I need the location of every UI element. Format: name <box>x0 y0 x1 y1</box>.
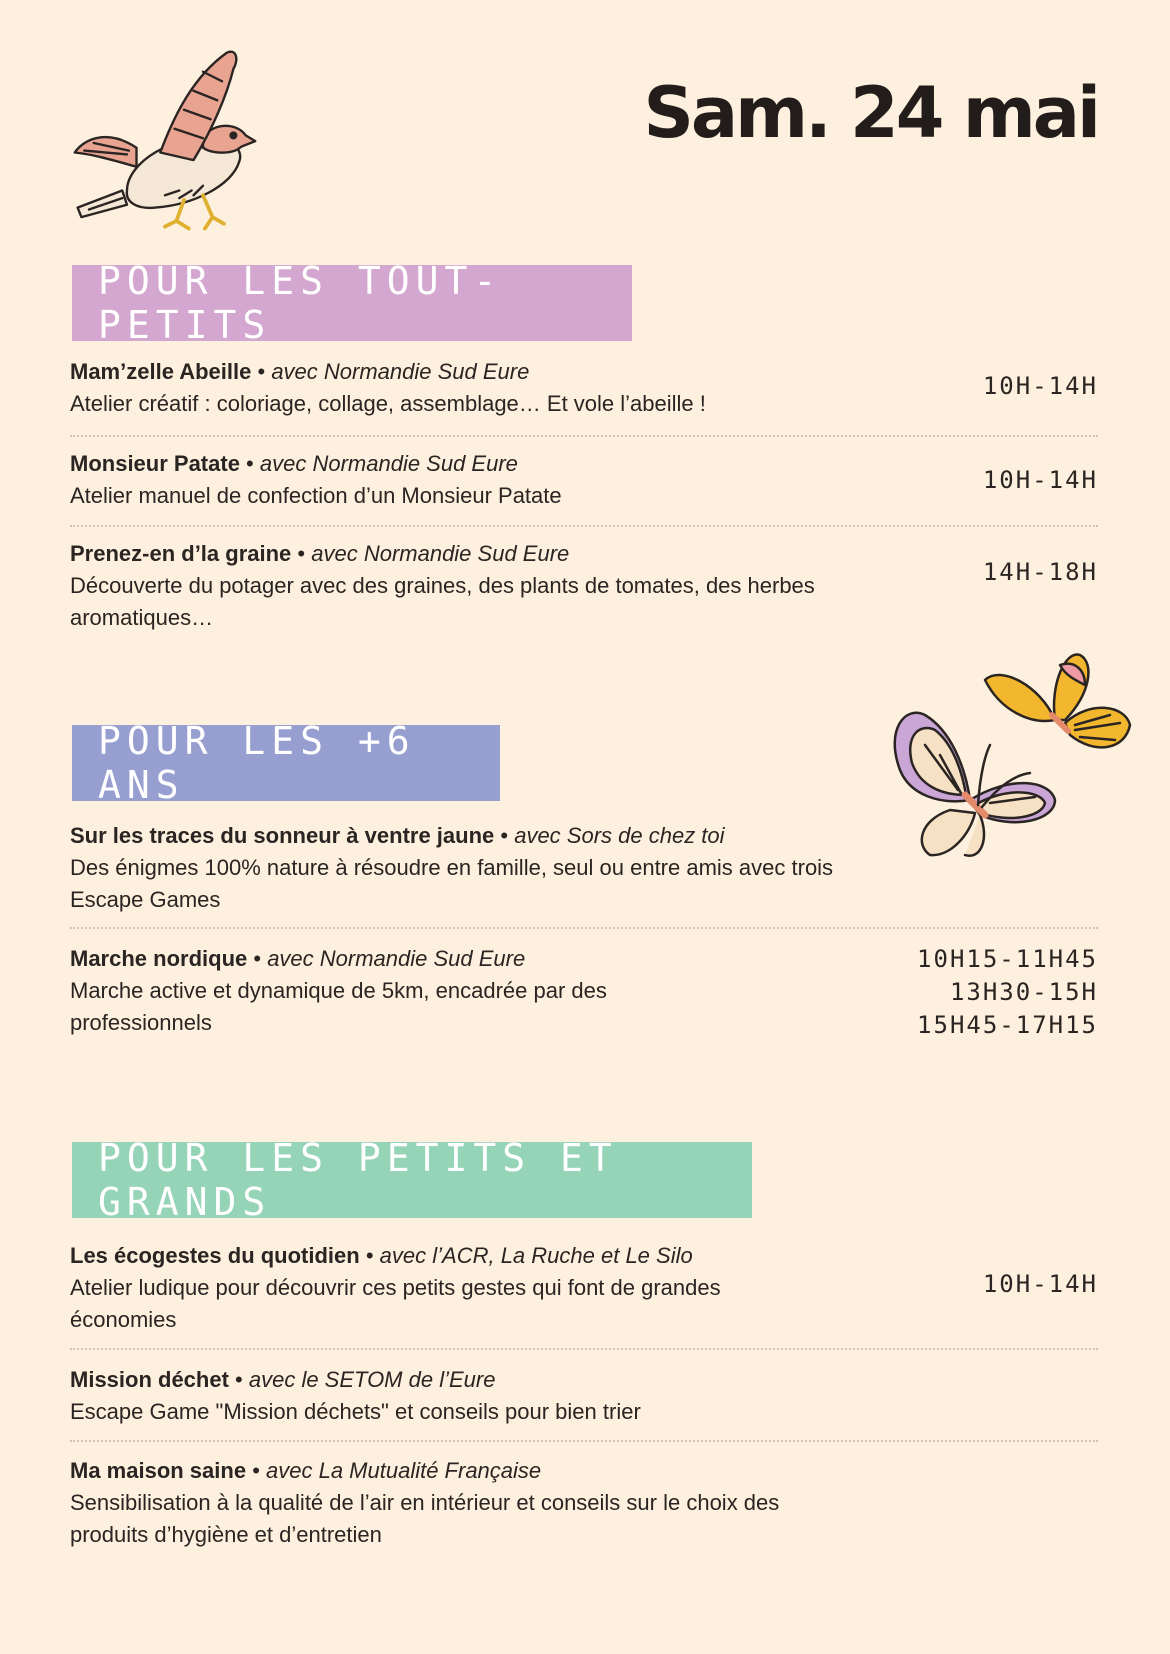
divider <box>70 435 1098 437</box>
activity-org: avec Sors de chez toi <box>514 823 725 848</box>
activity-name: Marche nordique <box>70 946 248 971</box>
divider <box>70 525 1098 527</box>
activity-org: avec Normandie Sud Eure <box>267 946 526 971</box>
activity-org: avec Normandie Sud Eure <box>271 359 530 384</box>
activity-name: Mam’zelle Abeille <box>70 359 252 384</box>
activity-description: Escape Game "Mission déchets" et conseils pour bien trier <box>70 1399 641 1424</box>
activity-name: Monsieur Patate <box>70 451 240 476</box>
activity-description: Des énigmes 100% nature à résoudre en famille, seul ou entre amis avec trois Escape Games <box>70 855 834 912</box>
activity-org: avec La Mutualité Française <box>266 1458 542 1483</box>
activity-description: Atelier manuel de confection d’un Monsieur Patate <box>70 483 562 508</box>
activity-time: 10H-14H <box>982 372 1098 400</box>
activity-description: Marche active et dynamique de 5km, encadrée par des professionnels <box>70 978 607 1035</box>
activity-name: Les écogestes du quotidien <box>70 1243 360 1268</box>
activity-description: Sensibilisation à la qualité de l’air en intérieur et conseils sur le choix des produits d’hygiène et d’entretien <box>70 1490 780 1547</box>
activity-org: avec l’ACR, La Ruche et Le Silo <box>379 1243 693 1268</box>
divider <box>70 927 1098 929</box>
activity-description: Découverte du potager avec des graines, des plants de tomates, des herbes aromatiques… <box>70 573 815 630</box>
activity-time: 14H-18H <box>982 558 1098 586</box>
activity-item: Mission déchet • avec le SETOM de l’Eure Escape Game "Mission déchets" et conseils pour bien trier <box>70 1364 1098 1428</box>
activity-name: Prenez-en d’la graine <box>70 541 292 566</box>
activity-time-slots <box>917 943 1098 1042</box>
section-banner-all-ages: POUR LES PETITS ET GRANDS <box>72 1142 752 1218</box>
activity-name: Mission déchet <box>70 1367 229 1392</box>
activity-item: Les écogestes du quotidien • avec l’ACR, La Ruche et Le Silo Atelier ludique pour découvrir ces petits gestes qui font de grandes économies 10H-14H <box>70 1240 1098 1336</box>
section-banner-toddlers: POUR LES TOUT-PETITS <box>72 265 632 341</box>
activity-org: avec le SETOM de l’Eure <box>248 1367 496 1392</box>
activity-time: 10H-14H <box>982 466 1098 494</box>
activity-item: Monsieur Patate • avec Normandie Sud Eure Atelier manuel de confection d’un Monsieur Patate 10H-14H <box>70 448 1098 512</box>
activity-item: Marche nordique • avec Normandie Sud Eure Marche active et dynamique de 5km, encadrée par des professionnels 10H15-11H45 13H30-15H 15H45-17H15 <box>70 943 1098 1039</box>
activity-org: avec Normandie Sud Eure <box>311 541 570 566</box>
activity-name: Sur les traces du sonneur à ventre jaune <box>70 823 495 848</box>
activity-name: Ma maison saine <box>70 1458 247 1483</box>
activity-item: Prenez-en d’la graine • avec Normandie Sud Eure Découverte du potager avec des graines, des plants de tomates, des herbes aromatiques… 14H-18H <box>70 538 1098 634</box>
time-slot: 15H45-17H15 <box>917 1011 1098 1039</box>
activity-time: 10H-14H <box>982 1270 1098 1298</box>
activity-item: Mam’zelle Abeille • avec Normandie Sud Eure Atelier créatif : coloriage, collage, assemblage… Et vole l’abeille ! 10H-14H <box>70 356 1098 420</box>
activity-description: Atelier ludique pour découvrir ces petits gestes qui font de grandes économies <box>70 1275 721 1332</box>
divider <box>70 1440 1098 1442</box>
bird-illustration <box>70 48 260 238</box>
activity-item: Ma maison saine • avec La Mutualité Française Sensibilisation à la qualité de l’air en intérieur et conseils sur le choix des produits d’hygiène et d’entretien <box>70 1455 1098 1551</box>
divider <box>70 1348 1098 1350</box>
time-slot: 13H30-15H <box>949 978 1098 1006</box>
page-title: Sam. 24 mai <box>643 72 1098 154</box>
section-banner-six-plus: POUR LES +6 ANS <box>72 725 500 801</box>
activity-item: Sur les traces du sonneur à ventre jaune • avec Sors de chez toi Des énigmes 100% nature à résoudre en famille, seul ou entre amis avec trois Escape Games <box>70 820 1098 916</box>
activity-description: Atelier créatif : coloriage, collage, assemblage… Et vole l’abeille ! <box>70 391 706 416</box>
time-slot: 10H15-11H45 <box>917 945 1098 973</box>
activity-org: avec Normandie Sud Eure <box>259 451 518 476</box>
